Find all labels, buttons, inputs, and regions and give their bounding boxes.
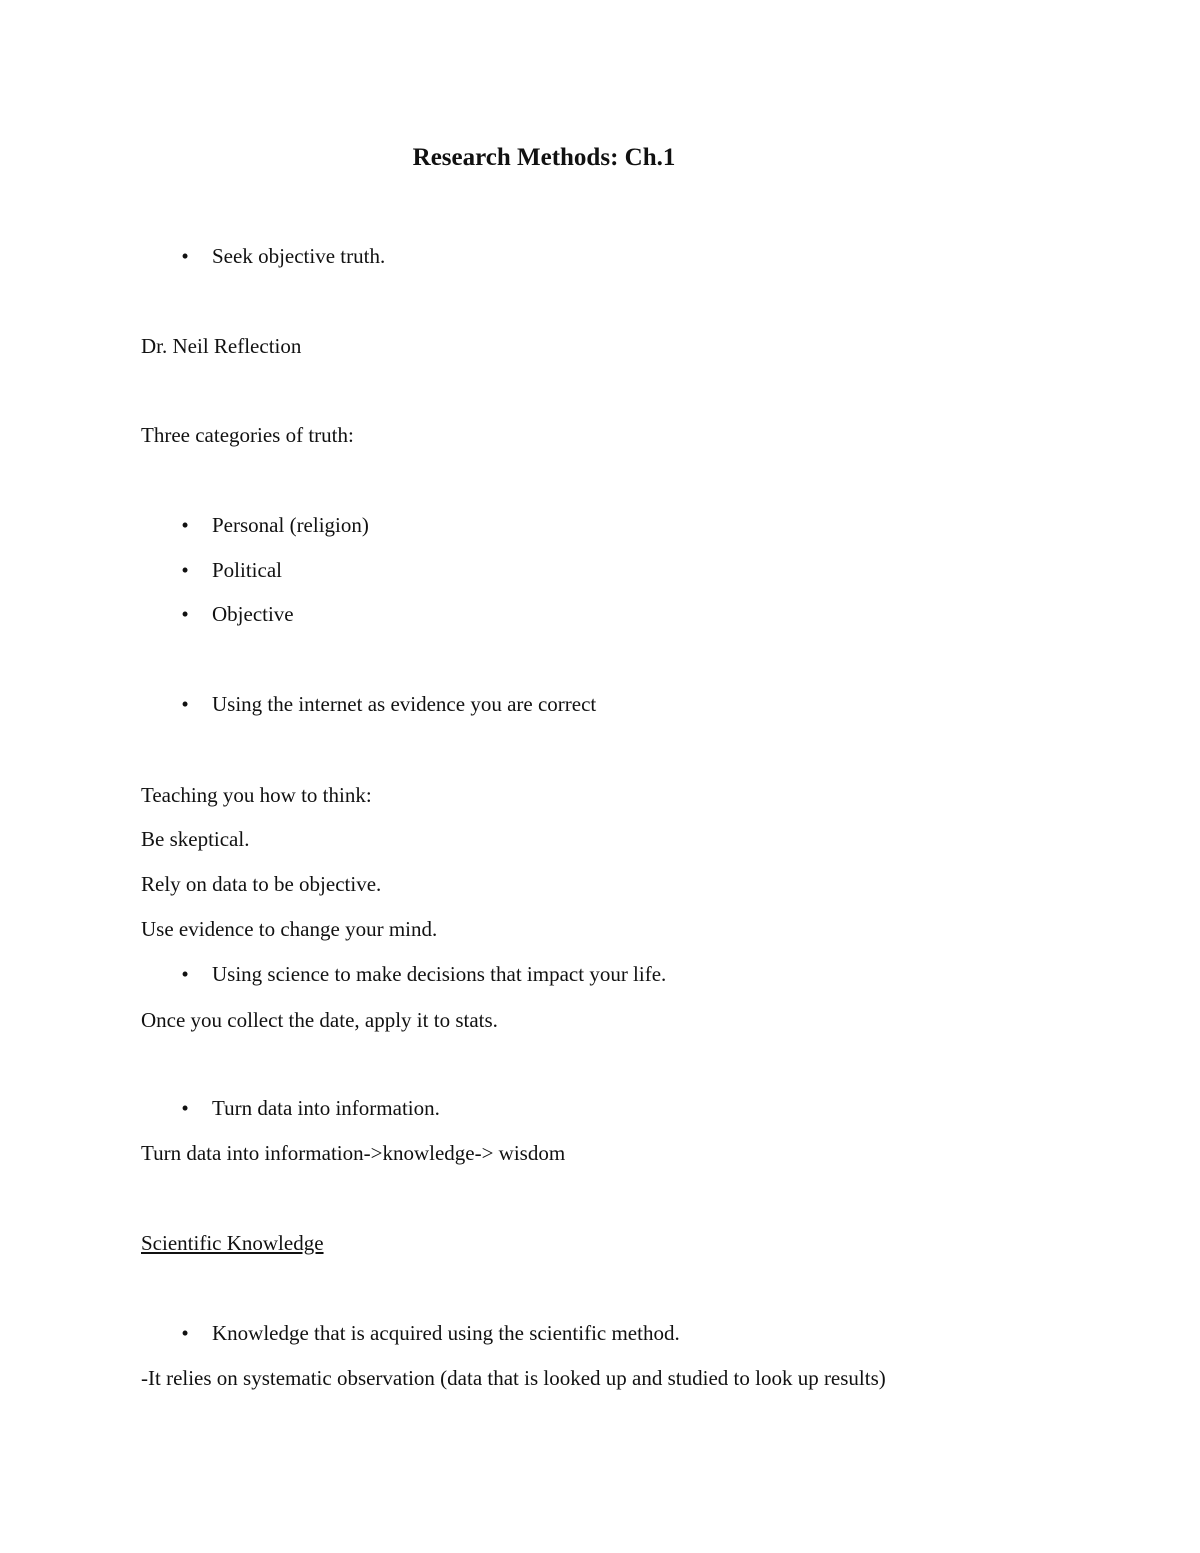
paragraph: Once you collect the date, apply it to stats. [141, 1008, 498, 1032]
section-heading: Scientific Knowledge [141, 1231, 324, 1255]
list-item-text: Objective [212, 602, 294, 626]
list-item-text: Using science to make decisions that impact your life. [212, 962, 667, 986]
bullet-icon: • [181, 602, 189, 626]
list-item-text: Personal (religion) [212, 513, 369, 537]
list-item-text: Turn data into information. [212, 1096, 440, 1120]
bullet-icon: • [181, 558, 189, 582]
paragraph: Dr. Neil Reflection [141, 334, 302, 358]
bullet-icon: • [181, 962, 189, 986]
paragraph: Rely on data to be objective. [141, 872, 382, 896]
page-title: Research Methods: Ch.1 [412, 144, 676, 171]
paragraph: -It relies on systematic observation (data that is looked up and studied to look up results) [141, 1366, 886, 1390]
paragraph: Be skeptical. [141, 827, 250, 851]
list-item-text: Using the internet as evidence you are correct [212, 692, 597, 716]
list-item-text: Knowledge that is acquired using the scientific method. [212, 1321, 680, 1345]
list-item-text: Political [212, 558, 282, 582]
paragraph: Turn data into information->knowledge-> wisdom [141, 1141, 566, 1165]
paragraph: Use evidence to change your mind. [141, 917, 438, 941]
paragraph: Teaching you how to think: [141, 783, 372, 807]
bullet-icon: • [181, 1096, 189, 1120]
bullet-icon: • [181, 692, 189, 716]
paragraph: Three categories of truth: [141, 423, 354, 447]
bullet-icon: • [181, 513, 189, 537]
bullet-icon: • [181, 1321, 189, 1345]
bullet-icon: • [181, 244, 189, 268]
list-item-text: Seek objective truth. [212, 244, 386, 268]
